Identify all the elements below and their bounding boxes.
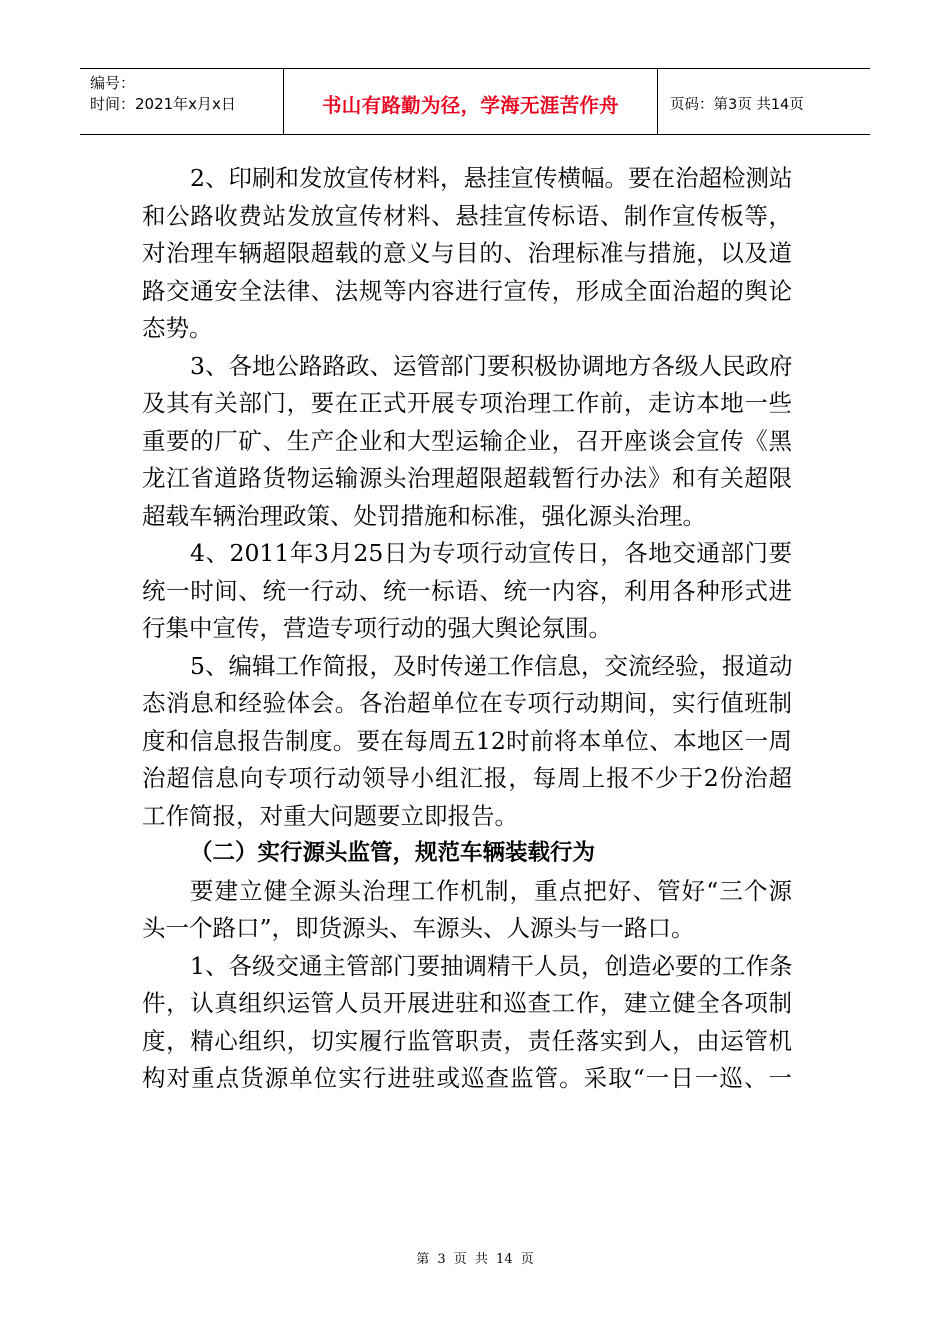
paragraph-line: 1、各级交通主管部门要抽调精干人员，创造必要的工作条 [190, 951, 793, 980]
header-page-info-cell [658, 69, 870, 134]
paragraph-line: 度，精心组织，切实履行监管职责，责任落实到人，由运管机 [142, 1026, 792, 1055]
page-footer [0, 1248, 950, 1267]
document-number-label: 编号： [90, 74, 136, 92]
paragraph-line: 统一时间、统一行动、统一标语、统一内容，利用各种形式进 [142, 576, 792, 605]
header-motto: 书山有路勤为径，学海无涯苦作舟 [321, 93, 619, 117]
page-header [80, 68, 870, 135]
paragraph-line: 龙江省道路货物运输源头治理超限超载暂行办法》和有关超限 [142, 464, 792, 492]
paragraph-line: 态势。 [142, 314, 213, 342]
paragraph-line: 头一个路口”，即货源头、车源头、人源头与一路口。 [142, 914, 695, 942]
paragraph-line: 及其有关部门，要在正式开展专项治理工作前，走访本地一些 [142, 389, 792, 417]
header-meta [80, 69, 283, 134]
paragraph-line: 和公路收费站发放宣传材料、悬挂宣传标语、制作宣传板等， [142, 201, 792, 230]
header-page-info: 页码：第3页 共14页 [670, 97, 804, 113]
paragraph-line: 治超信息向专项行动领导小组汇报，每周上报不少于2份治超 [142, 764, 792, 792]
paragraph-line: 行集中宣传，营造专项行动的强大舆论氛围。 [142, 614, 612, 642]
paragraph-line: 3、各地公路路政、运管部门要积极协调地方各级人民政府 [190, 351, 793, 380]
paragraph-line: 工作简报，对重大问题要立即报告。 [142, 801, 518, 830]
paragraph-line: 2、印刷和发放宣传材料，悬挂宣传横幅。要在治超检测站 [190, 164, 793, 192]
document-date-label: 时间：2021年x月x日 [90, 95, 236, 113]
paragraph-line: 5、编辑工作简报，及时传递工作信息，交流经验，报道动 [190, 651, 793, 680]
paragraph-line: 4、2011年3月25日为专项行动宣传日，各地交通部门要 [190, 539, 792, 567]
paragraph-line: 度和信息报告制度。要在每周五12时前将本单位、本地区一周 [142, 726, 792, 755]
paragraph-line: 态消息和经验体会。各治超单位在专项行动期间，实行值班制 [142, 689, 792, 717]
section-heading: （二）实行源头监管，规范车辆装载行为 [190, 840, 596, 866]
paragraph-line: 超载车辆治理政策、处罚措施和标准，强化源头治理。 [142, 501, 706, 530]
header-motto-cell [283, 69, 658, 134]
document-body [142, 160, 792, 1098]
paragraph-line: 对治理车辆超限超载的意义与目的、治理标准与措施，以及道 [142, 239, 792, 267]
paragraph-line: 要建立健全源头治理工作机制，重点把好、管好“三个源 [190, 876, 792, 905]
paragraph-line: 件，认真组织运管人员开展进驻和巡查工作，建立健全各项制 [142, 989, 792, 1017]
paragraph-line: 重要的厂矿、生产企业和大型运输企业，召开座谈会宣传《黑 [142, 426, 792, 455]
paragraph-line: 路交通安全法律、法规等内容进行宣传，形成全面治超的舆论 [142, 276, 792, 305]
paragraph-line: 构对重点货源单位实行进驻或巡查监管。采取“一日一巡、一 [142, 1064, 792, 1092]
footer-page-number: 第 3 页 共 14 页 [416, 1252, 534, 1267]
